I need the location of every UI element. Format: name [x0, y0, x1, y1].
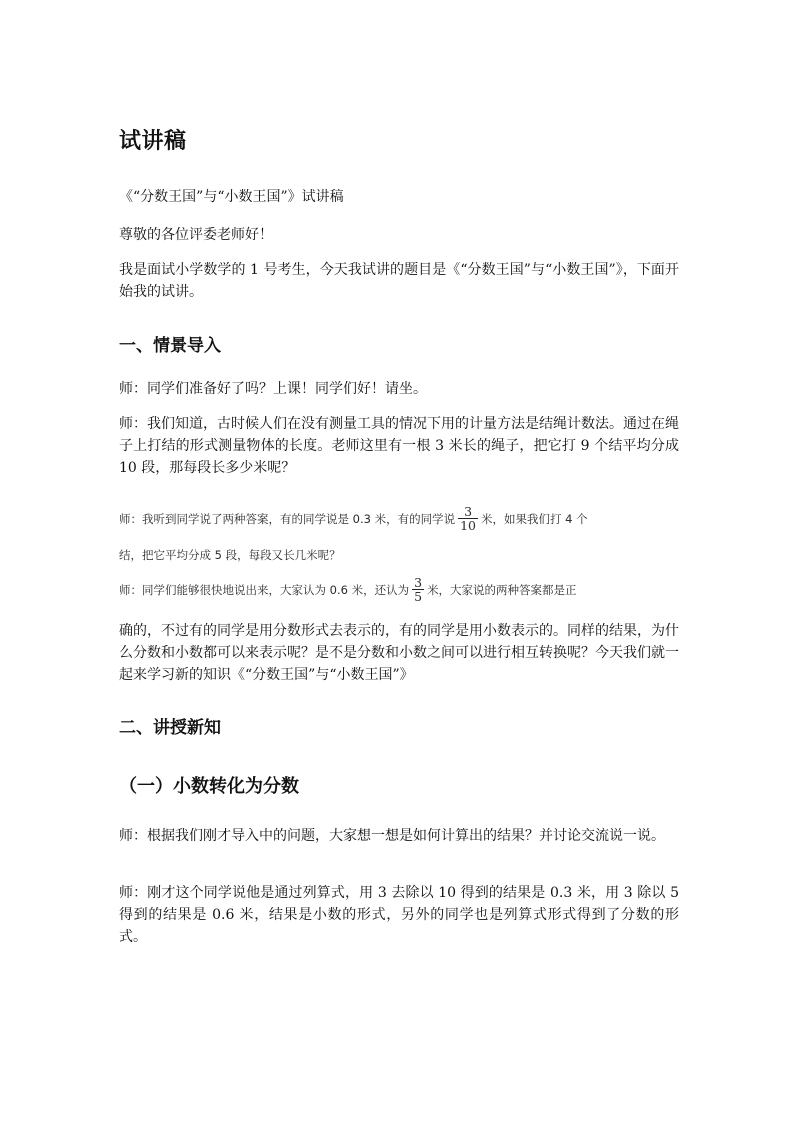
fraction-three-fifths — [412, 576, 424, 603]
section1-paragraph-1: 师：同学们准备好了吗？上课！同学们好！请坐。 — [119, 381, 427, 397]
intro-paragraph: 我是面试小学数学的 1 号考生，今天我试讲的题目是《“分数王国”与“小数王国”》，下面开始我的试讲。 — [119, 262, 679, 300]
scanned-line-3-text-after: 米，大家说的两种答案都是正 — [427, 582, 577, 597]
section-heading-new-knowledge: 二、讲授新知 — [119, 718, 221, 738]
fraction-three-tenths — [458, 505, 478, 532]
fraction-denominator: 5 — [414, 589, 423, 604]
scanned-line-1-text-before: 师：我听到同学说了两种答案，有的同学说是 0.3 米，有的同学说 — [119, 511, 456, 526]
page-title: 试讲稿 — [119, 129, 187, 154]
greeting-paragraph: 尊敬的各位评委老师好！ — [119, 227, 273, 243]
section-heading-intro: 一、情景导入 — [119, 336, 221, 356]
fraction-numerator: 3 — [464, 504, 473, 519]
scanned-line-1 — [119, 505, 679, 532]
scanned-line-2 — [119, 547, 679, 563]
document-subtitle: 《“分数王国”与“小数王国”》试讲稿 — [119, 189, 344, 205]
scanned-line-3 — [119, 576, 679, 603]
subsection-heading-decimal-to-fraction: （一）小数转化为分数 — [119, 776, 299, 797]
fraction-denominator: 10 — [460, 518, 477, 533]
section1-paragraph-3: 确的，不过有的同学是用分数形式去表示的，有的同学是用小数表示的。同样的结果，为什么分数和小数都可以来表示呢？是不是分数和小数之间可以进行相互转换呢？今天我们就一起来学习新的知识《“分数王国”与“小数王国”》 — [119, 623, 679, 683]
scanned-line-3-text-before: 师：同学们能够很快地说出来，大家认为 0.6 米，还认为 — [119, 582, 410, 597]
section1-paragraph-2: 师：我们知道，古时候人们在没有测量工具的情况下用的计量方法是结绳计数法。通过在绳子上打结的形式测量物体的长度。老师这里有一根 3 米长的绳子，把它打 9 个结平均分成 10 段，那每段长多少米呢？ — [119, 416, 679, 476]
section2-paragraph-2: 师：刚才这个同学说他是通过列算式，用 3 去除以 10 得到的结果是 0.3 米，用 3 除以 5 得到的结果是 0.6 米，结果是小数的形式，另外的同学也是列算式形式得到了分数的形式。 — [119, 885, 679, 945]
fraction-numerator: 3 — [414, 575, 423, 590]
scanned-line-1-text-after: 米，如果我们打 4 个 — [481, 511, 588, 526]
section2-paragraph-1: 师：根据我们刚才导入中的问题，大家想一想是如何计算出的结果？并讨论交流说一说。 — [119, 828, 665, 844]
scanned-line-2-text: 结，把它平均分成 5 段，每段又长几米呢？ — [119, 548, 341, 562]
